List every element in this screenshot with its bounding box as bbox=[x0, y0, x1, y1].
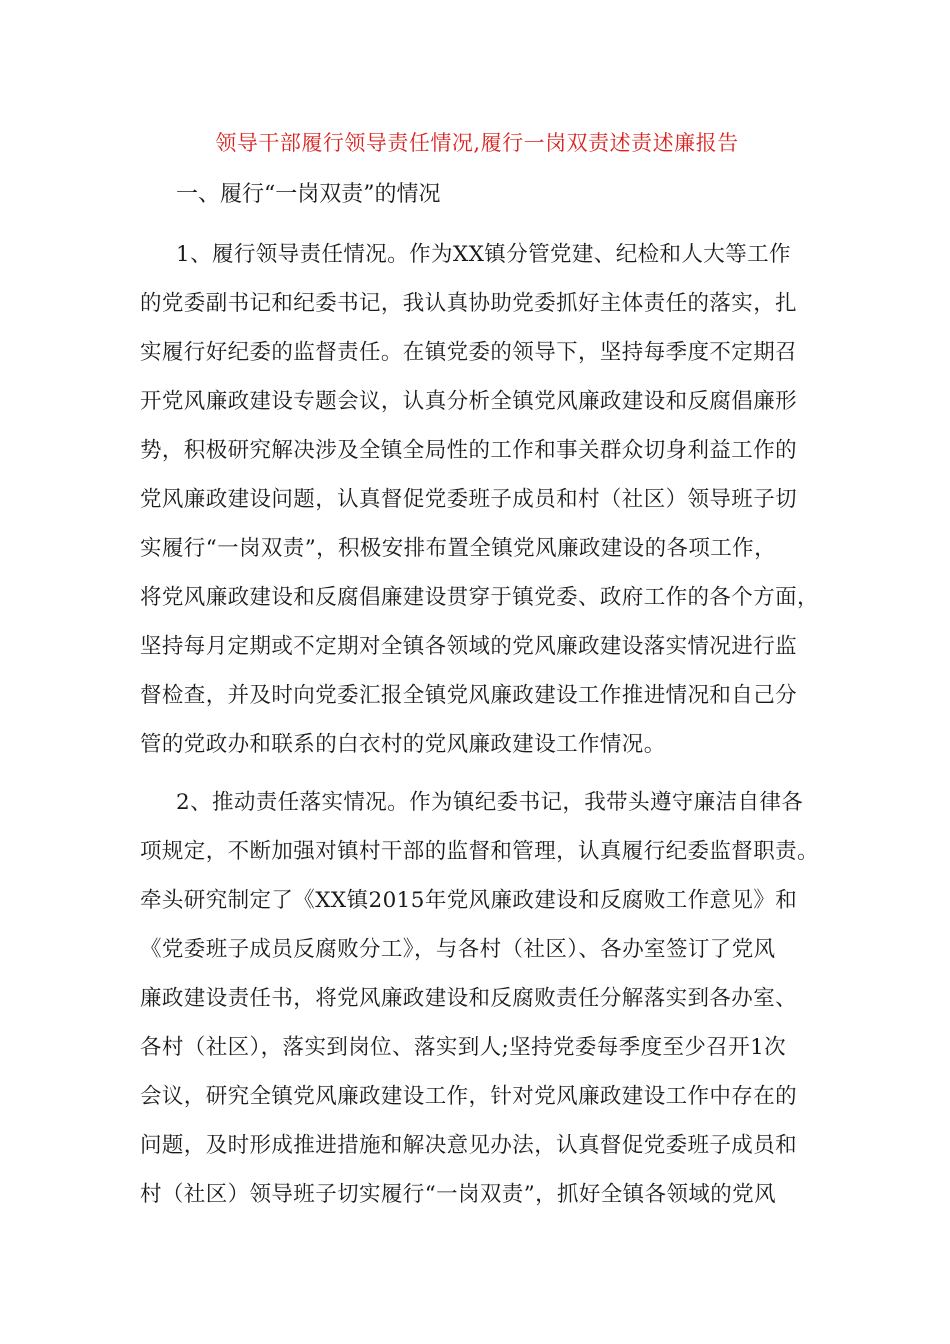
paragraph-line: 村（社区）领导班子切实履行“一岗双责”，抓好全镇各领域的党风 bbox=[140, 1182, 776, 1207]
paragraph-line: 会议，研究全镇党风廉政建设工作，针对党风廉政建设工作中存在的 bbox=[140, 1084, 798, 1109]
paragraph-line: 廉政建设责任书，将党风廉政建设和反腐败责任分解落实到各办室、 bbox=[140, 986, 798, 1011]
paragraph-line: 势，积极研究解决涉及全镇全局性的工作和事关群众切身利益工作的 bbox=[140, 438, 798, 463]
paragraph-line: 党风廉政建设问题，认真督促党委班子成员和村（社区）领导班子切 bbox=[140, 487, 798, 512]
paragraph-2 bbox=[140, 778, 819, 1219]
paragraph-line: 2、推动责任落实情况。作为镇纪委书记，我带头遵守廉洁自律各 bbox=[176, 790, 804, 815]
paragraph-line: 开党风廉政建设专题会议，认真分析全镇党风廉政建设和反腐倡廉形 bbox=[140, 389, 798, 414]
paragraph-line: 《党委班子成员反腐败分工》，与各村（社区）、各办室签订了党风 bbox=[140, 937, 776, 962]
paragraph-line: 项规定，不断加强对镇村干部的监督和管理，认真履行纪委监督职责。 bbox=[140, 839, 819, 864]
paragraph-line: 牵头研究制定了《XX镇2015年党风廉政建设和反腐败工作意见》和 bbox=[140, 888, 798, 913]
paragraph-line: 管的党政办和联系的白衣村的党风廉政建设工作情况。 bbox=[140, 732, 666, 757]
paragraph-line: 将党风廉政建设和反腐倡廉建设贯穿于镇党委、政府工作的各个方面， bbox=[140, 585, 819, 610]
document-title: 领导干部履行领导责任情况,履行一岗双责述责述廉报告 bbox=[215, 131, 739, 155]
paragraph-line: 的党委副书记和纪委书记，我认真协助党委抓好主体责任的落实，扎 bbox=[140, 291, 798, 316]
paragraph-line: 问题，及时形成推进措施和解决意见办法，认真督促党委班子成员和 bbox=[140, 1133, 798, 1158]
section-heading: 一、履行“一岗双责”的情况 bbox=[176, 182, 441, 207]
paragraph-line: 1、履行领导责任情况。作为XX镇分管党建、纪检和人大等工作 bbox=[176, 242, 791, 267]
paragraph-1 bbox=[140, 230, 819, 769]
paragraph-line: 坚持每月定期或不定期对全镇各领域的党风廉政建设落实情况进行监 bbox=[140, 634, 798, 659]
paragraph-line: 各村（社区），落实到岗位、落实到人;坚持党委每季度至少召开1次 bbox=[140, 1035, 787, 1060]
paragraph-line: 实履行“一岗双责”，积极安排布置全镇党风廉政建设的各项工作， bbox=[140, 536, 776, 561]
paragraph-line: 实履行好纪委的监督责任。在镇党委的领导下，坚持每季度不定期召 bbox=[140, 340, 798, 365]
paragraph-line: 督检查，并及时向党委汇报全镇党风廉政建设工作推进情况和自己分 bbox=[140, 683, 798, 708]
